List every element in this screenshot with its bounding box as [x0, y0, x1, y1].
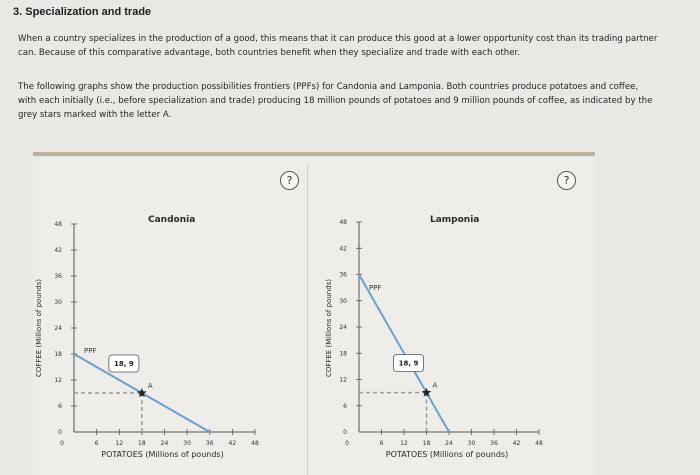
candonia-point-tooltip-text: 18, 9 [114, 360, 134, 368]
lamponia-x-tick-label: 48 [535, 440, 543, 447]
intro-paragraph-1: When a country specializes in the production of a good, this means that it can produce this good at a lower opportunity cost than its trading partner can. Because of this comparative advantage, both countries benefit when they specialize and trade with each other. [18, 34, 658, 58]
candonia-x-tick-label: 12 [115, 440, 124, 447]
lamponia-x-tick-label: 18 [422, 440, 431, 447]
candonia-y-tick-label: 48 [54, 221, 62, 228]
lamponia-y-tick-label: 48 [339, 219, 347, 226]
lamponia-x-tick-label: 36 [490, 440, 498, 447]
lamponia-y-tick-label: 12 [339, 376, 347, 384]
lamponia-x-tick-label: 42 [512, 440, 521, 447]
lamponia-y-tick-label: 36 [339, 271, 347, 279]
candonia-y-tick-label: 36 [54, 273, 62, 280]
candonia-x-tick-label: 6 [94, 440, 99, 447]
candonia-y-tick-label: 12 [54, 377, 62, 384]
lamponia-y-tick-label: 30 [339, 297, 347, 305]
candonia-x-tick-label: 0 [60, 440, 64, 447]
candonia-y-tick-label: 6 [58, 403, 62, 410]
lamponia-y-tick-label: 42 [339, 245, 347, 253]
lamponia-point-tooltip-text: 18, 9 [398, 359, 419, 368]
candonia-x-axis-title: POTATOES (Millions of pounds) [101, 450, 224, 459]
candonia-y-axis-title: COFFEE (Millions of pounds) [35, 278, 43, 378]
candonia-ppf-label: PPF [84, 347, 97, 355]
lamponia-x-tick-label: 30 [467, 440, 476, 447]
lamponia-x-tick-label: 24 [445, 440, 453, 447]
chart-title-candonia: Candonia [148, 215, 196, 225]
chart-title-lamponia: Lamponia [430, 215, 480, 225]
lamponia-y-tick-label: 0 [343, 429, 347, 436]
help-icon-lamponia[interactable]: ? [557, 171, 576, 190]
lamponia-point-a-label: A [432, 381, 438, 390]
lamponia-y-tick-label: 18 [339, 350, 347, 358]
help-icon-candonia[interactable]: ? [280, 171, 299, 190]
candonia-x-tick-label: 18 [138, 440, 146, 447]
lamponia-x-axis-title: POTATOES (Millions of pounds) [385, 450, 509, 459]
candonia-x-tick-label: 48 [251, 440, 259, 447]
section-title: 3. Specialization and trade [13, 6, 152, 18]
lamponia-x-tick-label: 12 [400, 440, 408, 447]
lamponia-x-tick-label: 0 [345, 440, 349, 447]
candonia-y-tick-label: 24 [54, 325, 62, 332]
candonia-point-a-label: A [147, 382, 153, 390]
candonia-x-tick-label: 24 [160, 440, 169, 447]
candonia-y-tick-label: 0 [58, 429, 62, 436]
candonia-y-tick-label: 30 [54, 299, 62, 306]
candonia-y-tick-label: 18 [54, 351, 62, 358]
intro-paragraph-2: The following graphs show the production possibilities frontiers (PPFs) for Candonia and Lamponia. Both countries produce potatoes and coffee, with each initially (i.e., before specialization and trade) producing 18 million pounds of potatoes and 9 million pounds of coffee, as indicated by the grey stars marked with the letter A. [18, 82, 653, 120]
lamponia-y-tick-label: 6 [343, 402, 347, 410]
lamponia-y-axis-title: COFFEE (Millions of pounds) [325, 278, 333, 378]
lamponia-ppf-line [359, 275, 449, 433]
candonia-x-tick-label: 30 [183, 440, 191, 447]
lamponia-ppf-label: PPF [369, 283, 382, 292]
candonia-y-tick-label: 42 [54, 247, 62, 254]
candonia-x-tick-label: 42 [228, 440, 237, 447]
lamponia-y-tick-label: 24 [339, 324, 347, 331]
candonia-x-tick-label: 36 [205, 440, 214, 447]
lamponia-x-tick-label: 6 [379, 440, 384, 447]
